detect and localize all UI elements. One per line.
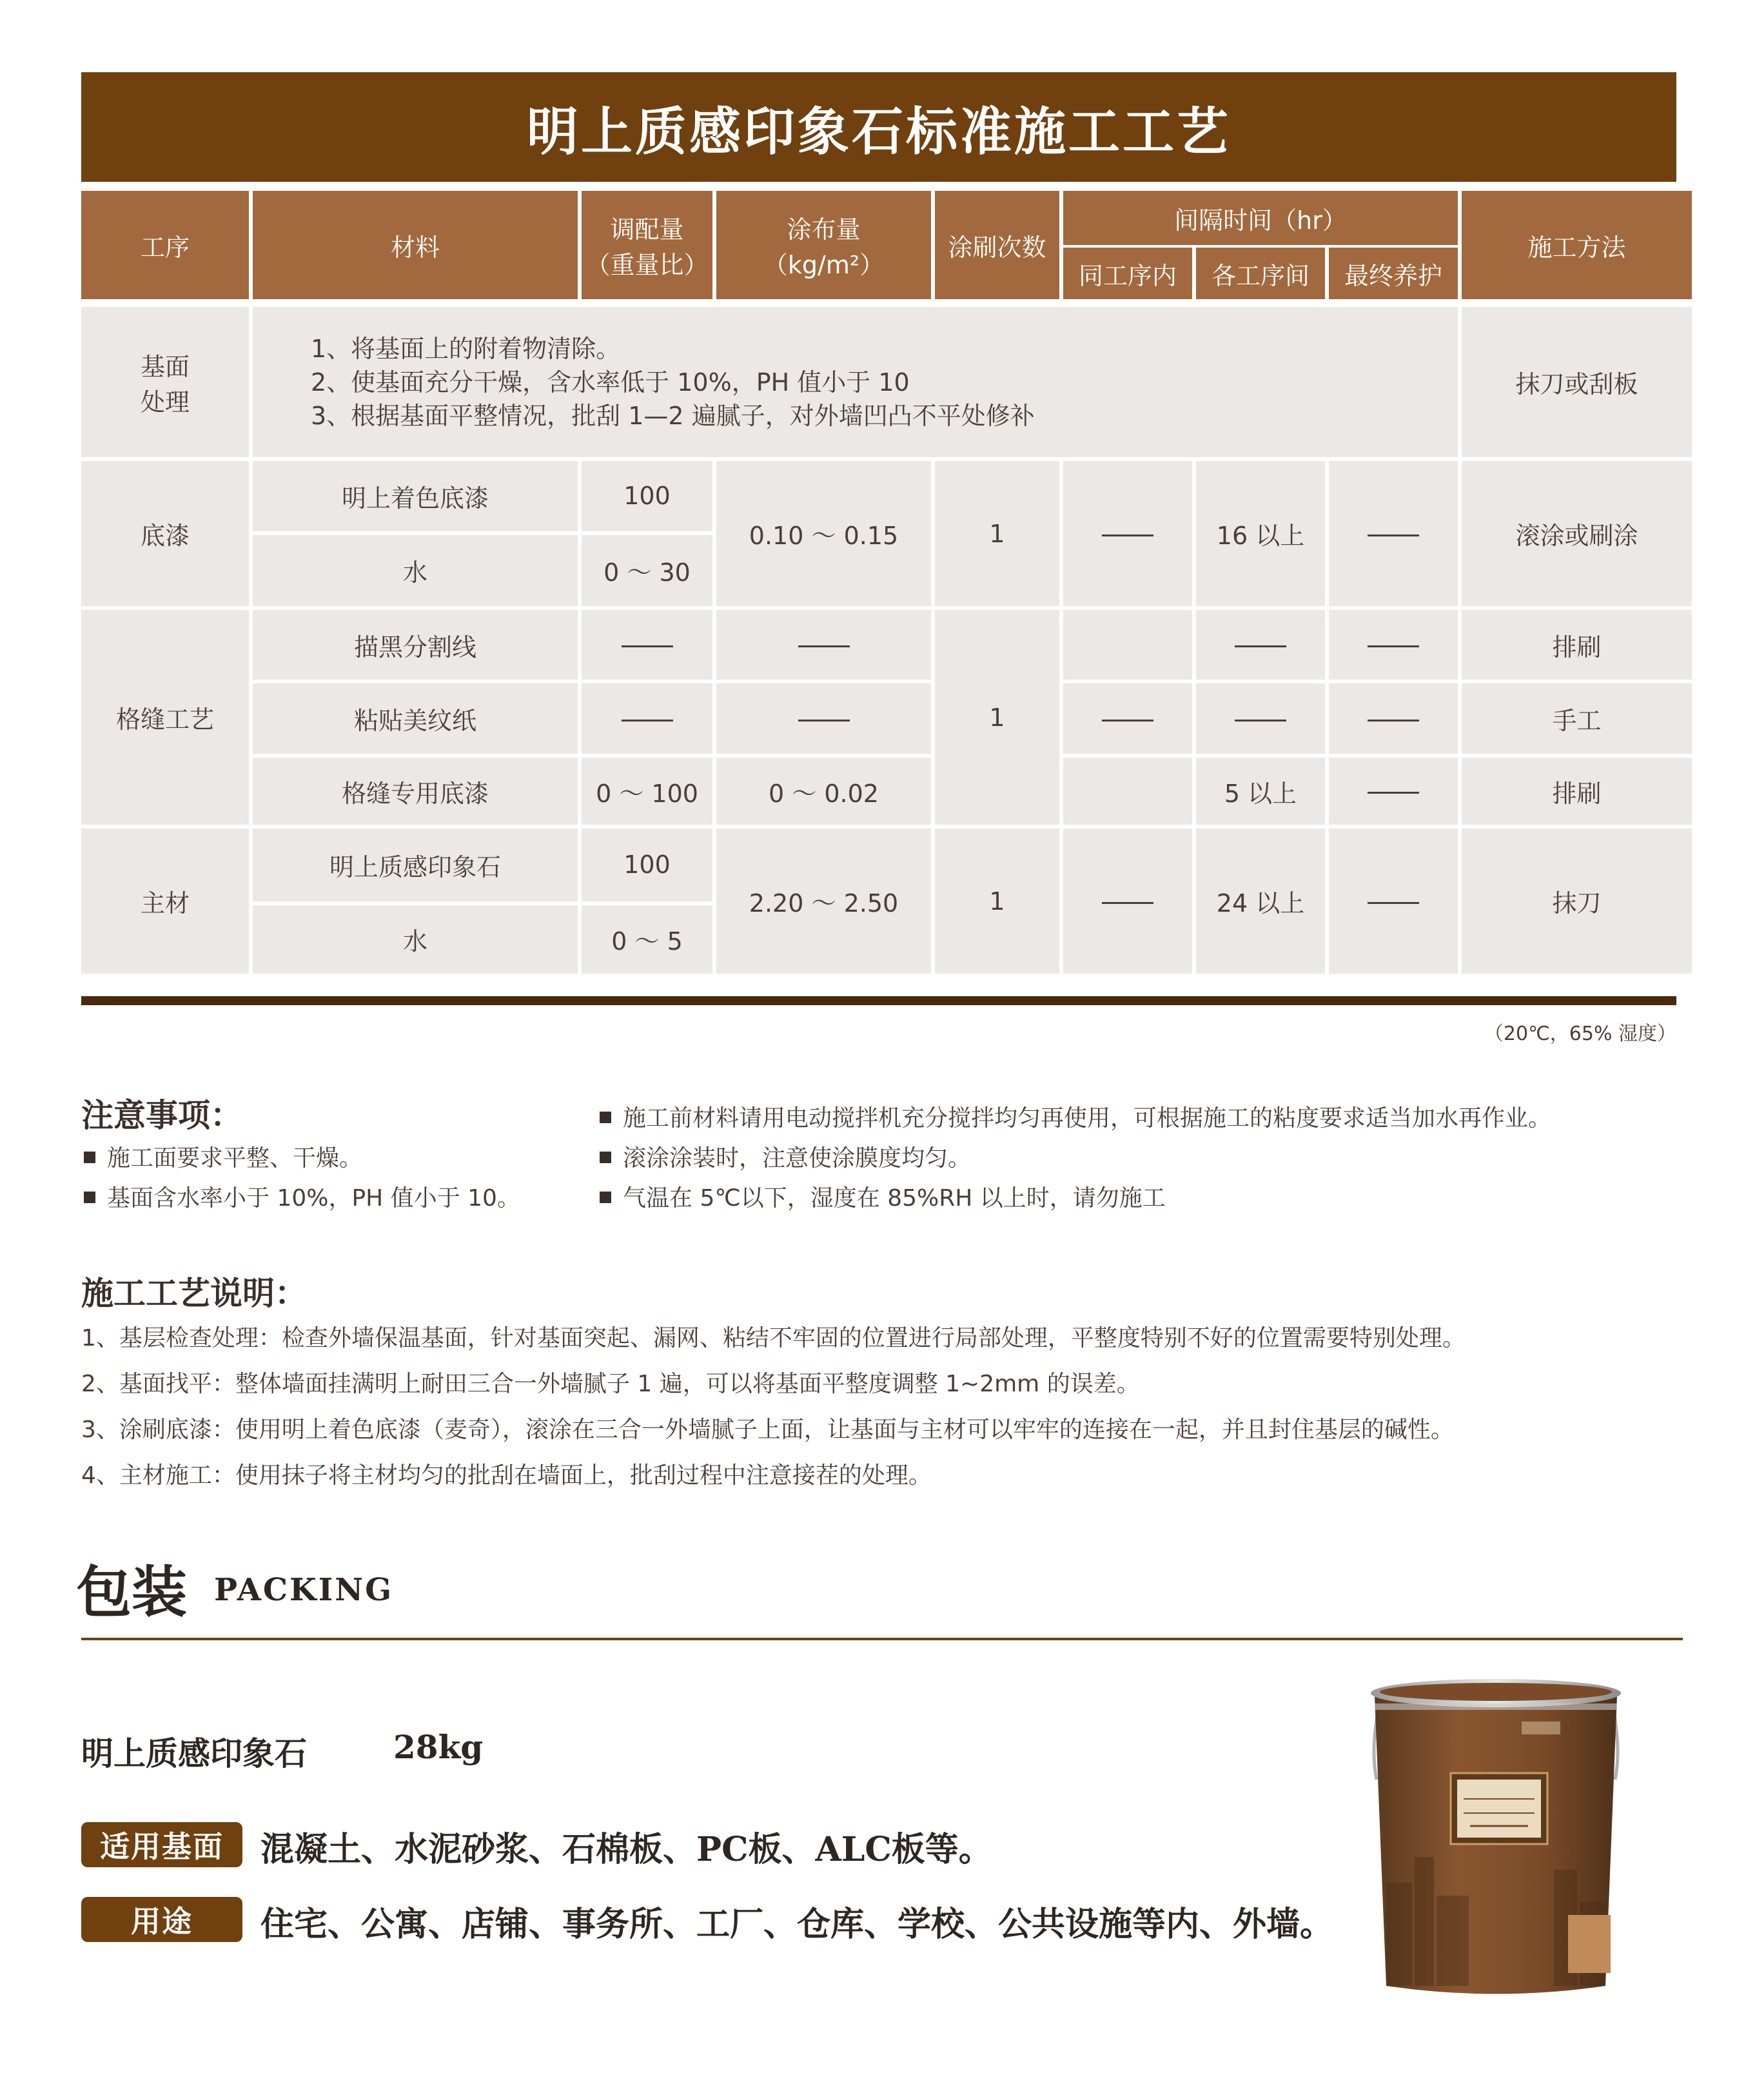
square-bullet-icon — [84, 1152, 95, 1163]
square-bullet-icon — [600, 1152, 611, 1163]
product-weight: 28kg — [393, 1728, 484, 1766]
header-interval: 间隔时间（hr） — [1063, 191, 1458, 248]
interval-final-joint-1 — [1329, 610, 1458, 683]
construction-table — [77, 191, 1696, 974]
list-item: 施工面要求平整、干燥。 — [84, 1139, 520, 1179]
material-joint-3: 格缝专用底漆 — [253, 758, 578, 829]
interval-same-primer — [1063, 461, 1192, 610]
interval-each-joint-2 — [1196, 683, 1325, 757]
header-coverage: 涂布量 （kg/m²） — [716, 191, 931, 303]
coats-primer: 1 — [935, 461, 1059, 610]
coverage-main: 2.20 ～ 2.50 — [716, 829, 931, 974]
interval-same-joint-2 — [1063, 683, 1192, 757]
base-step: 1、将基面上的附着物清除。 — [311, 334, 621, 363]
interval-final-primer — [1329, 461, 1458, 610]
ratio-main: 100 — [582, 829, 712, 905]
interval-same-joint-1 — [1063, 610, 1192, 683]
coverage-joint-1 — [716, 610, 931, 683]
interval-final-joint-2 — [1329, 683, 1458, 757]
header-interval-final: 最终养护 — [1329, 248, 1458, 303]
square-bullet-icon — [84, 1192, 95, 1203]
list-item: 滚涂涂装时，注意使涂膜度均匀。 — [600, 1139, 1551, 1179]
material-joint-2: 粘贴美纹纸 — [253, 683, 578, 757]
header-material: 材料 — [253, 191, 578, 303]
coats-main: 1 — [935, 829, 1059, 974]
process-joint: 格缝工艺 — [81, 610, 249, 829]
interval-each-joint-1 — [1196, 610, 1325, 683]
usage-text: 住宅、公寓、店铺、事务所、工厂、仓库、学校、公共设施等内、外墙。 — [260, 1905, 1334, 1944]
list-item: 气温在 5℃以下，湿度在 85%RH 以上时，请勿施工 — [600, 1179, 1551, 1219]
ratio-water: 0 ～ 30 — [582, 535, 712, 610]
header-method: 施工方法 — [1462, 191, 1692, 303]
condition-note: （20℃，65% 湿度） — [1484, 1023, 1676, 1045]
material-joint-1: 描黑分割线 — [253, 610, 578, 683]
substrate-text: 混凝土、水泥砂浆、石棉板、PC板、ALC板等。 — [260, 1830, 992, 1869]
interval-final-main — [1329, 829, 1458, 974]
interval-final-joint-3 — [1329, 758, 1458, 829]
notes-left-list — [84, 1139, 520, 1219]
packing-title: 包装 — [76, 1560, 187, 1625]
header-interval-same: 同工序内 — [1063, 248, 1192, 303]
header-process: 工序 — [81, 191, 249, 303]
ratio-main-water: 0 ～ 5 — [582, 905, 712, 974]
list-item: 4、主材施工：使用抹子将主材均匀的批刮在墙面上，批刮过程中注意接茬的处理。 — [81, 1462, 932, 1489]
ratio-primer: 100 — [582, 461, 712, 535]
packing-rule — [81, 1638, 1683, 1640]
method-joint-3: 排刷 — [1462, 758, 1692, 829]
header-interval-each: 各工序间 — [1196, 248, 1325, 303]
list-item: 施工前材料请用电动搅拌机充分搅拌均匀再使用，可根据施工的粘度要求适当加水再作业。 — [600, 1099, 1551, 1139]
product-name: 明上质感印象石 — [81, 1734, 307, 1772]
packing-title-en: PACKING — [214, 1572, 394, 1608]
coverage-primer: 0.10 ～ 0.15 — [716, 461, 931, 610]
material-primer: 明上着色底漆 — [253, 461, 578, 535]
material-water: 水 — [253, 535, 578, 610]
process-base: 基面 处理 — [81, 303, 249, 461]
method-base: 抹刀或刮板 — [1462, 303, 1692, 461]
interval-each-joint-3: 5 以上 — [1196, 758, 1325, 829]
list-item: 3、涂刷底漆：使用明上着色底漆（麦奇），滚涂在三合一外墙腻子上面，让基面与主材可以牢牢的连接在一起，并且封住基层的碱性。 — [81, 1417, 1454, 1443]
page-title: 明上质感印象石标准施工工艺 — [81, 72, 1676, 182]
ratio-joint-2 — [582, 683, 712, 757]
method-joint-2: 手工 — [1462, 683, 1692, 757]
table-bottom-rule — [81, 996, 1676, 1005]
interval-each-main: 24 以上 — [1196, 829, 1325, 974]
coverage-joint-2 — [716, 683, 931, 757]
base-steps — [253, 303, 1458, 461]
notes-right-list — [600, 1099, 1551, 1219]
square-bullet-icon — [600, 1192, 611, 1203]
coats-joint: 1 — [935, 610, 1059, 829]
header-ratio: 调配量 （重量比） — [582, 191, 712, 303]
square-bullet-icon — [600, 1112, 611, 1123]
list-item: 1、基层检查处理：检查外墙保温基面，针对基面突起、漏网、粘结不牢固的位置进行局部处理，平整度特别不好的位置需要特别处理。 — [81, 1325, 1466, 1351]
interval-same-joint-3 — [1063, 758, 1192, 829]
method-main: 抹刀 — [1462, 829, 1692, 974]
material-main: 明上质感印象石 — [253, 829, 578, 905]
process-primer: 底漆 — [81, 461, 249, 610]
paint-bucket-image — [1360, 1670, 1631, 2005]
interval-each-primer: 16 以上 — [1196, 461, 1325, 610]
interval-same-main — [1063, 829, 1192, 974]
base-step: 2、使基面充分干燥，含水率低于 10%，PH 值小于 10 — [311, 368, 910, 397]
process-main: 主材 — [81, 829, 249, 974]
base-step: 3、根据基面平整情况，批刮 1—2 遍腻子，对外墙凹凸不平处修补 — [311, 401, 1035, 430]
process-desc-list — [81, 1315, 1466, 1498]
ratio-joint-3: 0 ～ 100 — [582, 758, 712, 829]
method-primer: 滚涂或刷涂 — [1462, 461, 1692, 610]
ratio-joint-1 — [582, 610, 712, 683]
list-item: 2、基面找平：整体墙面挂满明上耐田三合一外墙腻子 1 遍，可以将基面平整度调整 1~2mm 的误差。 — [81, 1371, 1140, 1397]
coverage-joint-3: 0 ～ 0.02 — [716, 758, 931, 829]
notes-title: 注意事项： — [81, 1096, 242, 1134]
list-item: 基面含水率小于 10%，PH 值小于 10。 — [84, 1179, 520, 1219]
substrate-label: 适用基面 — [81, 1822, 242, 1867]
method-joint-1: 排刷 — [1462, 610, 1692, 683]
header-coats: 涂刷次数 — [935, 191, 1059, 303]
usage-label: 用途 — [81, 1897, 242, 1942]
material-main-water: 水 — [253, 905, 578, 974]
process-desc-title: 施工工艺说明： — [81, 1274, 307, 1312]
